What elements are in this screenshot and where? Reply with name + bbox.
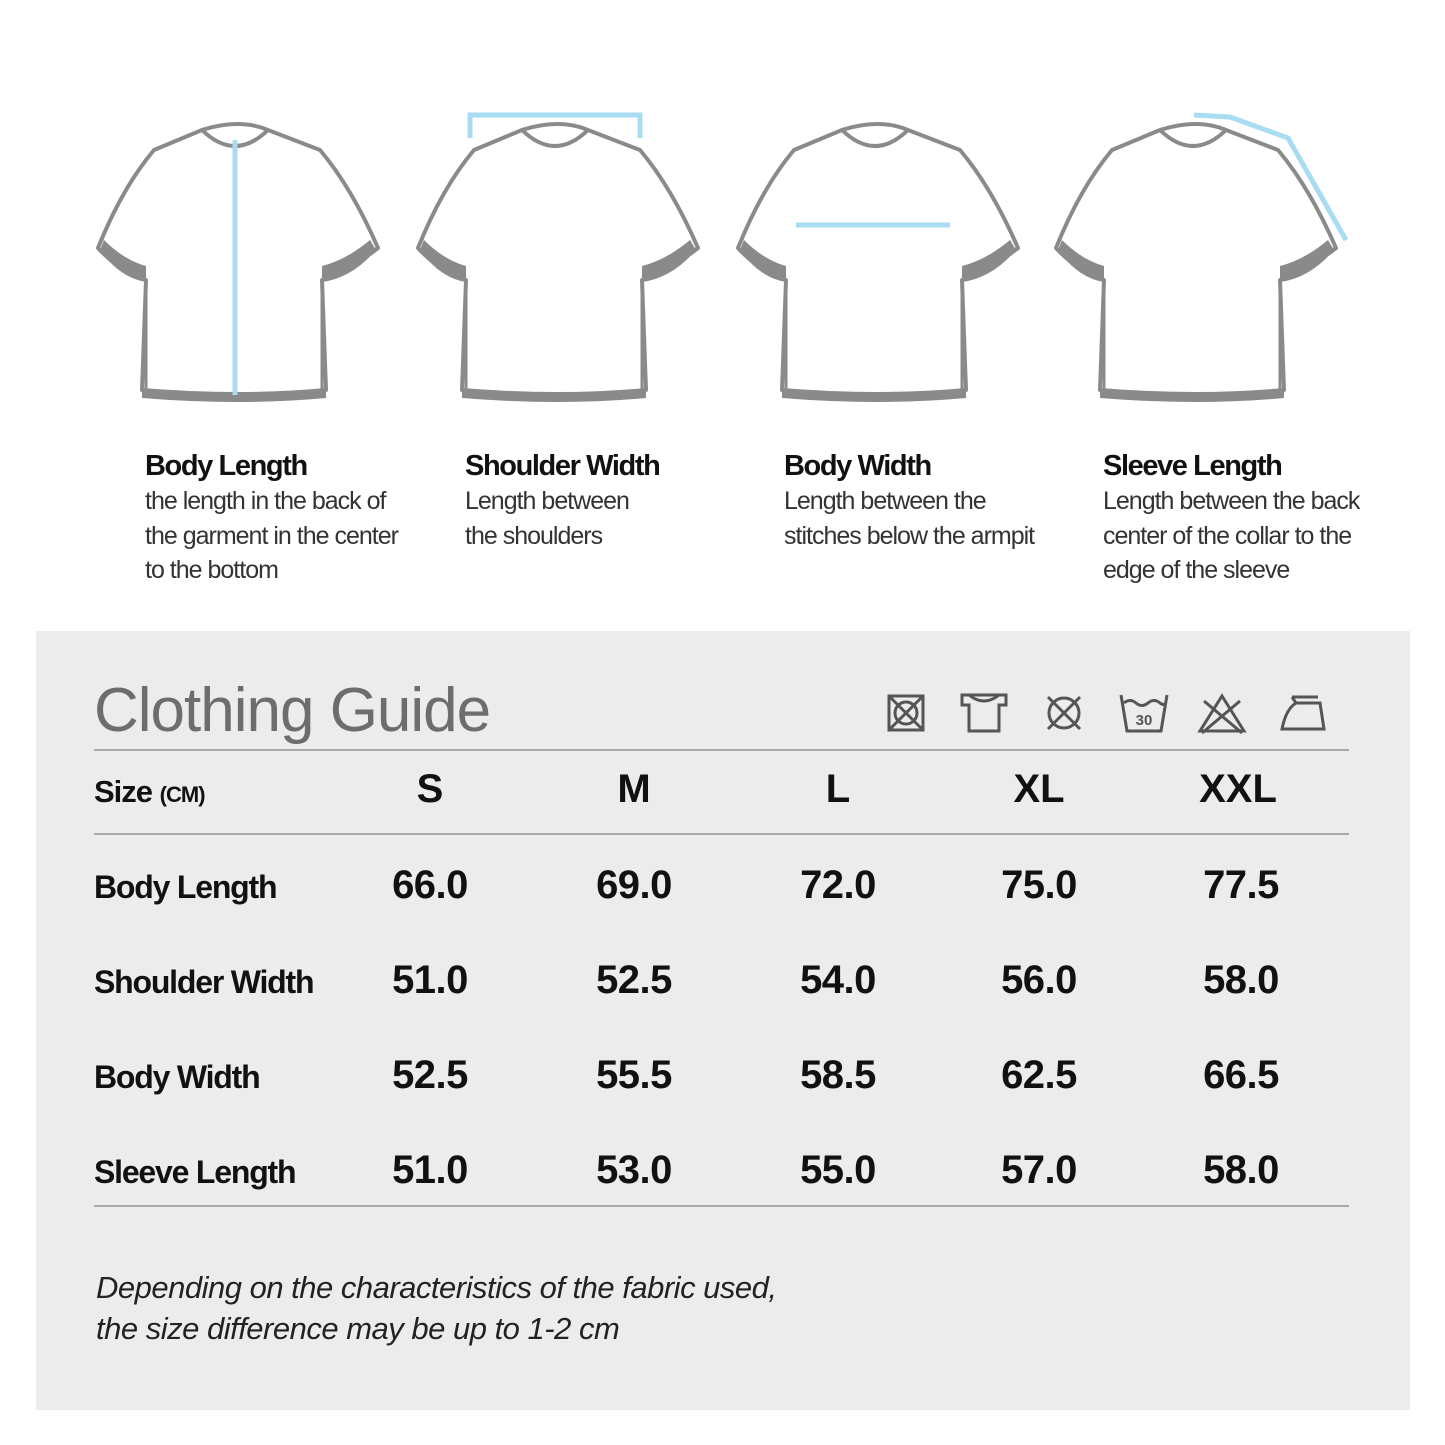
measurement-title: Sleeve Length [1103,450,1282,482]
measurement-text: Length between the back center of the collar to the edge of the sleeve [1103,487,1360,584]
tshirt-body-width-illustration [730,100,1030,420]
clothing-guide-panel [36,631,1410,1410]
measurement-text: Length between the shoulders [465,487,629,550]
size-label: Size [94,774,153,809]
table-cell: 53.0 [596,1148,672,1192]
measurement-description [784,448,1054,553]
measurement-diagrams [0,0,1445,620]
divider [94,749,1349,751]
table-cell: 57.0 [1001,1148,1077,1192]
divider [94,833,1349,835]
measurement-description [465,448,735,553]
size-header-s: S [416,767,444,811]
size-header-xl: XL [1013,767,1065,811]
row-label-body-width: Body Width [94,1059,260,1095]
row-label-body-length: Body Length [94,869,277,905]
hang-dry-icon [958,689,1010,737]
row-label-shoulder-width: Shoulder Width [94,964,314,1000]
size-header-m: M [617,767,651,811]
table-cell: 58.5 [800,1053,876,1097]
tshirt-body-length-illustration [90,100,390,420]
table-cell: 58.0 [1203,958,1279,1002]
measurement-text: the length in the back of the garment in the center to the bottom [145,487,398,584]
table-cell: 51.0 [392,958,468,1002]
table-cell: 62.5 [1001,1053,1077,1097]
table-cell: 58.0 [1203,1148,1279,1192]
measurement-title: Body Length [145,450,307,482]
measurement-description [145,448,415,588]
size-column-header [94,774,205,810]
measurement-title: Shoulder Width [465,450,660,482]
fabric-note-line: the size difference may be up to 1-2 cm [96,1311,620,1346]
tshirt-shoulder-width-illustration [410,100,710,420]
table-cell: 69.0 [596,863,672,907]
unit-label: (CM) [159,782,205,807]
do-not-dry-clean-icon [1038,689,1090,737]
wash-30-icon [1118,689,1170,737]
do-not-tumble-dry-icon [880,689,932,737]
table-cell: 52.5 [596,958,672,1002]
row-label-sleeve-length: Sleeve Length [94,1154,296,1190]
table-cell: 55.5 [596,1053,672,1097]
guide-title: Clothing Guide [94,676,491,745]
table-cell: 56.0 [1001,958,1077,1002]
fabric-note [96,1267,777,1349]
table-cell: 54.0 [800,958,876,1002]
table-cell: 66.0 [392,863,468,907]
measurement-title: Body Width [784,450,931,482]
size-header-l: L [825,767,851,811]
table-cell: 72.0 [800,863,876,907]
measurement-text: Length between the stitches below the armpit [784,487,1035,550]
table-cell: 51.0 [392,1148,468,1192]
table-cell: 75.0 [1001,863,1077,907]
table-cell: 52.5 [392,1053,468,1097]
measurement-description [1103,448,1373,588]
wash-temp-label: 30 [1135,712,1153,729]
table-cell: 55.0 [800,1148,876,1192]
divider [94,1205,1349,1207]
fabric-note-line: Depending on the characteristics of the fabric used, [96,1270,777,1305]
do-not-bleach-icon [1196,689,1248,737]
tshirt-sleeve-length-illustration [1048,100,1348,420]
size-header-xxl: XXL [1199,767,1277,811]
iron-icon [1276,689,1328,737]
table-cell: 66.5 [1203,1053,1279,1097]
table-cell: 77.5 [1203,863,1279,907]
